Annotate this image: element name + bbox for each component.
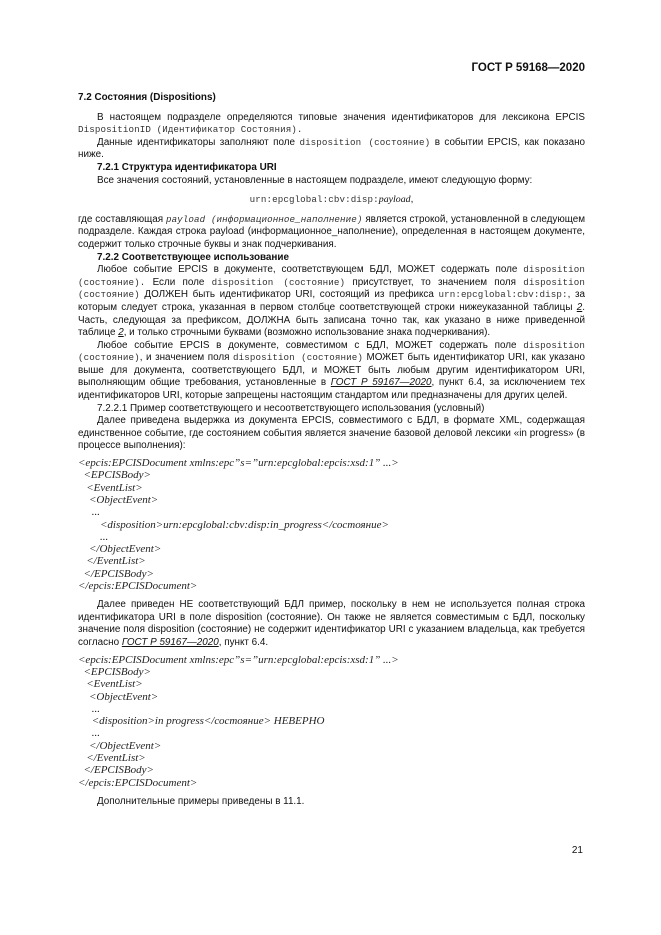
table-2-link[interactable]: 2 [576, 301, 583, 313]
code-line: <epcis:EPCISDocument xmlns:epc”s=”urn:epcglobal:epcis:xsd:1” ...> [78, 653, 399, 666]
subsection-7-2-2-1-paragraph-2: Далее приведен НЕ соответствующий БДЛ пример, поскольку в нем не используется полная строка идентификатора URI в поле disposition (состояние). Он также не является совместимым с БДЛ, поскольку значение поля disposition (состояние) не содержит идентификатор URI с указанием владельца, как требуется согласно ГОСТ Р 59167—2020, пункт 6.4. [78, 599, 585, 649]
gost-59167-link[interactable]: ГОСТ Р 59167—2020 [121, 637, 219, 649]
standard-number: ГОСТ Р 59168—2020 [471, 62, 585, 74]
code-line: <EPCISBody> [83, 469, 151, 482]
code-line: <EventList> [86, 678, 143, 691]
subsection-7-2-2-paragraph-2: Любое событие EPCIS в документе, совместимом с БДЛ, МОЖЕТ содержать поле disposition (состояние), и значением поля disposition (состояние) МОЖЕТ быть идентификатор URI, как указано выше для документа, соответствующего БДЛ, и МОЖЕТ быть любым другим идентификатором URI, выполняющим общие требования, установленные в ГОСТ Р 59167—2020, пункт 6.4, за исключением тех идентификаторов URI, которые запрещены настоящим стандартом или предназначены для других целей. [78, 339, 586, 402]
code-line: </ObjectEvent> [89, 543, 162, 556]
uri-formula: urn:epcglobal:cbv:disp:payload, [249, 194, 414, 206]
code-line: </epcis:EPCISDocument> [78, 776, 198, 789]
code-line: </epcis:EPCISDocument> [78, 580, 198, 592]
table-2-link[interactable]: 2 [118, 327, 124, 339]
code-line: <epcis:EPCISDocument xmlns:epc”s=”urn:epcglobal:epcis:xsd:1” ...> [78, 457, 399, 470]
subsection-7-2-1-paragraph-1: Все значения состояний, установленные в настоящем подразделе, имеют следующую форму: [97, 174, 533, 186]
code-line: </ObjectEvent> [89, 739, 162, 752]
code-line: ... [91, 727, 100, 740]
xml-example-noncompliant [78, 654, 585, 789]
gost-59167-link[interactable]: ГОСТ Р 59167—2020 [330, 377, 432, 389]
code-line: </EventList> [86, 752, 146, 765]
subsection-7-2-1-paragraph-2: где составляющая payload (информационное_наполнение) является строкой, установленной в следующем подразделе. Каждая строка payload (информационное_наполнение), определенная в настоящем документе, содержит только строчные буквы и знак подчеркивания. [78, 213, 586, 250]
code-line: ... [91, 506, 100, 519]
intro-paragraph-2: Данные идентификаторы заполняют поле disposition (состояние) в событии EPCIS, как показано ниже. [78, 136, 586, 161]
section-title: 7.2 Состояния (Dispositions) [78, 92, 216, 103]
page-number: 21 [571, 845, 583, 856]
code-line: <EventList> [86, 481, 143, 494]
xml-example-compliant [78, 457, 585, 592]
subsection-7-2-2-title: 7.2.2 Соответствующее использование [97, 251, 289, 263]
code-line: </EPCISBody> [83, 764, 154, 777]
code-line: </EPCISBody> [83, 567, 154, 580]
code-line: <disposition>in progress</состояние> НЕВЕРНО [91, 715, 325, 728]
subsection-7-2-2-1-title: 7.2.2.1 Пример соответствующего и несоответствующего использования (условный) [97, 402, 485, 414]
code-line: <ObjectEvent> [89, 690, 159, 703]
code-line: ... [100, 530, 109, 543]
subsection-7-2-2-1-paragraph-1: Далее приведена выдержка из документа EPCIS, совместимого с БДЛ, в формате XML, содержащая единственное событие, где состоянием события является значение базовой деловой лексики «in progress» (в процессе выполнения): [78, 415, 585, 452]
subsection-7-2-1-title: 7.2.1 Структура идентификатора URI [97, 161, 277, 173]
intro-paragraph-1: В настоящем подразделе определяются типовые значения идентификаторов для лексикона EPCIS DispositionID (Идентификатор Состояния). [78, 111, 585, 136]
code-line: <EPCISBody> [83, 665, 151, 678]
code-line: <ObjectEvent> [89, 493, 159, 506]
code-line: ... [91, 702, 100, 715]
page-content [78, 92, 585, 809]
additional-examples-note: Дополнительные примеры приведены в 11.1. [97, 795, 305, 807]
code-line: </EventList> [86, 555, 146, 568]
subsection-7-2-2-paragraph-1: Любое событие EPCIS в документе, соответствующем БДЛ, МОЖЕТ содержать поле disposition (состояние). Если поле disposition (состояние) присутствует, то значением поля disposition (состояние) ДОЛЖЕН быть идентификатор URI, состоящий из префикса urn:epcglobal:cbv:disp:, за которым следует строка, указанная в первом столбце соответствующей строки нижеуказанной таблицы 2. Часть, следующая за префиксом, ДОЛЖНА быть записана точно так, как указано в ниже приведенной таблице 2, и только строчными буквами (возможно использование знака подчеркивания). [78, 264, 585, 339]
code-line: <disposition>urn:epcglobal:cbv:disp:in_progress</состояние> [100, 518, 389, 531]
